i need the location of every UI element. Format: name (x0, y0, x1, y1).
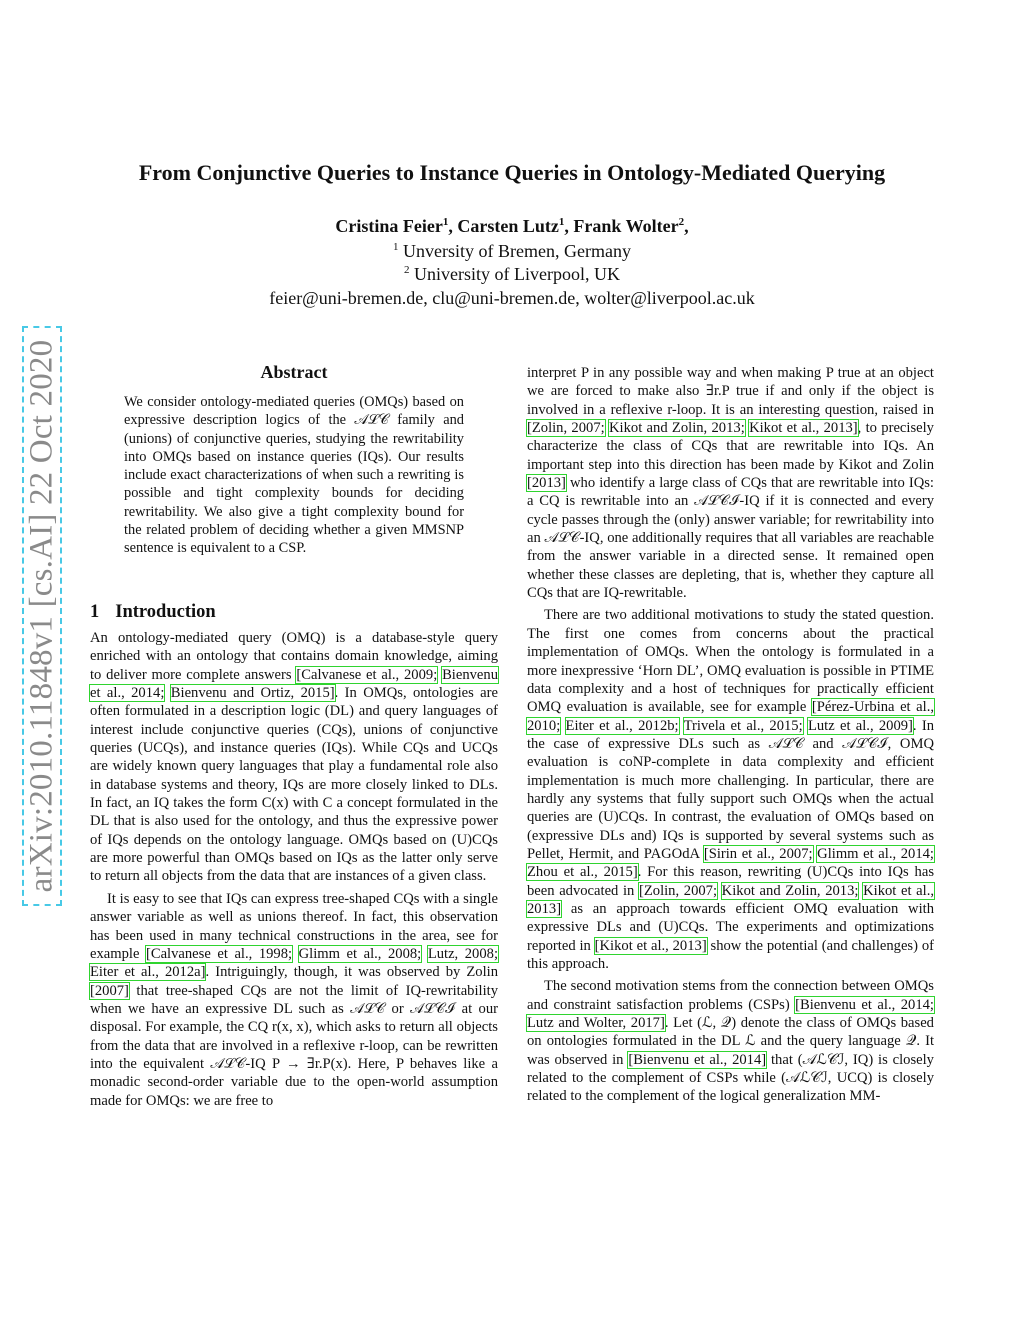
affiliation (0, 264, 1024, 285)
body-text: An ontology-mediated query (OMQ) is a database-style query enriched with an ontology that contains domain knowledge, aiming to deliver more complete answers (90, 630, 498, 683)
author-affil-mark: 1 (558, 216, 565, 228)
citation-link[interactable]: [Bienvenu et al., 2014; (795, 996, 934, 1013)
author-name: Frank Wolter (573, 216, 679, 236)
citation-link[interactable]: Eiter et al., 2012b; (565, 717, 679, 734)
body-paragraph (90, 890, 498, 1110)
body-text: . Let (ℒ, 𝒬) denote the class of OMQs based on ontologies formulated in the DL ℒ and the query language 𝒬. It was observed in (527, 1015, 934, 1068)
body-paragraph (527, 977, 934, 1105)
citation-link[interactable]: Zhou et al., 2015] (527, 864, 638, 881)
body-text: The second motivation stems from the connection between OMQs and constraint satisfaction problems (CSPs) (527, 978, 934, 1013)
body-text: , to precisely characterize the class of CQs that are rewritable into IQs. An important step into this direction has been made by Kikot and Zolin (527, 420, 934, 473)
body-text: . In the case of expressive DLs such as 𝒜ℒ𝒞 and 𝒜ℒ𝒞ℐ, OMQ evaluation is coNP-complete in data complexity and efficient implementation is much more challenging. In particular, there are hardly any systems that fully support such OMQs when the actual queries are (U)CQs. In contrast, the evaluation of OMQs based on (expressive DLs and) IQs is supported by several systems such as Pellet, Hermit, and PAGOdA (527, 717, 934, 862)
paper-title: From Conjunctive Queries to Instance Queries in Ontology-Mediated Querying (138, 160, 886, 185)
arxiv-identifier[interactable]: arXiv:2010.11848v1 [cs.AI] 22 Oct 2020 (23, 339, 60, 893)
affiliation-name: Unversity of Bremen, Germany (403, 241, 631, 261)
abstract-heading: Abstract (260, 362, 328, 382)
citation-link[interactable]: [Pérez-Urbina et al., 2010; (527, 699, 935, 734)
right-column (527, 364, 934, 1106)
citation-link[interactable]: Bienvenu and Ortiz, 2015] (170, 685, 335, 702)
body-text: It is easy to see that IQs can express tree-shaped CQs with a single answer variable as well as unions thereof. In fact, this observation has been used in many technical constructions in the area, see for example (90, 890, 498, 962)
author-affil-mark: 2 (678, 216, 685, 228)
citation-link[interactable]: [Zolin, 2007; (639, 882, 718, 899)
citation-link[interactable]: Kikot and Zolin, 2013; (609, 420, 745, 437)
body-text: There are two additional motivations to study the stated question. The first one comes from concerns about the practical implementation of OMQs. When the ontology is formulated in a more inexpressive ‘Horn DL’, OMQ evaluation is possible in PTIME data complexity and a host of techniques for practically efficient OMQ evaluation is available, see for example (527, 607, 934, 716)
author-name: Carsten Lutz (457, 216, 559, 236)
citation-link[interactable]: [Zolin, 2007; (527, 420, 605, 437)
body-text: . For this reason, rewriting (U)CQs into IQs has been advocated in (527, 864, 934, 899)
citation-link[interactable]: [Sirin et al., 2007; (703, 845, 813, 862)
citation-link[interactable]: Kikot and Zolin, 2013; (721, 882, 859, 899)
citation-link[interactable]: Bienvenu et al., 2014; (90, 666, 498, 702)
body-text: that (𝒜ℒ𝒞ℐ, IQ) is closely related to the complement of CSPs while (𝒜ℒ𝒞ℐ, UCQ) is closely related to the complement of the logical generalization MM- (527, 1051, 934, 1105)
citation-link[interactable]: [2013] (527, 475, 566, 492)
author-emails: feier@uni-bremen.de, clu@uni-bremen.de, wolter@liverpool.ac.uk (269, 288, 755, 308)
section-number: 1 (90, 602, 100, 622)
citation-link[interactable]: Trivela et al., 2015; (683, 717, 803, 734)
affiliation-mark: 2 (404, 264, 410, 276)
citation-link[interactable]: [2007] (90, 982, 129, 999)
body-text: . Intriguingly, though, it was observed by Zolin (205, 964, 498, 981)
citation-link[interactable]: [Bienvenu et al., 2014] (628, 1051, 767, 1068)
abstract-text: We consider ontology-mediated queries (OMQs) based on expressive description logics of the 𝒜ℒ𝒞 family and (unions) of conjunctive queries, studying the rewritability into OMQs based on instance queries (IQs). Our results include exact characterizations of when such a rewriting is possible and tight complexity bounds for deciding rewritability. We also give a tight complexity bound for the related problem of deciding whether a given MMSNP sentence is equivalent to a CSP. (124, 394, 464, 557)
citation-link[interactable]: Lutz et al., 2009] (807, 717, 913, 734)
section-title: Introduction (115, 602, 216, 622)
left-column (90, 629, 498, 1110)
arxiv-stamp[interactable] (22, 326, 62, 906)
citation-link[interactable]: Kikot et al., 2013] (749, 420, 858, 437)
affiliation-name: University of Liverpool, UK (414, 264, 620, 284)
affiliation-mark: 1 (393, 241, 399, 253)
citation-link[interactable]: Lutz and Wolter, 2017] (527, 1015, 665, 1032)
affiliation (0, 241, 1024, 262)
author-affil-mark: 1 (442, 216, 449, 228)
body-paragraph (527, 364, 934, 602)
body-text: who identify a large class of CQs that are rewritable into IQs: a CQ is rewritable into an 𝒜ℒ𝒞ℐ-IQ if it is connected and every cycle passes through the (only) answer variable; for rewritability into an 𝒜ℒ𝒞-IQ, one additionally requires that all variables are reachable from the answer variable in a directed sense. It remained open whether these classes are depleting, that is, whether they capture all CQs that are IQ-rewritable. (527, 475, 934, 602)
body-text: . In OMQs, ontologies are often formulated in a description logic (DL) and query languages of interest include conjunctive queries (CQs), unions of conjunctive queries (UCQs), and instance queries (IQs). While CQs and UCQs are widely known query languages that play a fundamental role also in database systems and theory, IQs are more closely linked to DLs. In fact, an IQ takes the form C(x) with C a concept formulated in the DL that is also used for the ontology, and thus the expressive power of IQs depends on the ontology language. OMQs based on (U)CQs are more powerful than OMQs based on IQs as the latter only serve to return all objects from the data that are instances of a given class. (90, 685, 498, 885)
citation-link[interactable]: Kikot et al., 2013] (527, 882, 934, 917)
citation-link[interactable]: [Calvanese et al., 2009; (296, 666, 438, 683)
citation-link[interactable]: Glimm et al., 2014; (817, 845, 934, 862)
section-heading (90, 602, 216, 623)
citation-link[interactable]: [Kikot et al., 2013] (594, 937, 707, 954)
body-text: show the potential (and challenges) of this approach. (527, 937, 934, 972)
citation-link[interactable]: Lutz, 2008; (427, 945, 498, 962)
author-name: Cristina Feier (335, 216, 443, 236)
body-text: that tree-shaped CQs are not the limit of IQ-rewritability when we have an expressive DL such as 𝒜ℒ𝒞 or 𝒜ℒ𝒞ℐ at our disposal. For example, the CQ r(x, x), which asks to return all objects from the data that are involved in a reflexive r-loop, can be rewritten into the equivalent 𝒜ℒ𝒞-IQ P → ∃r.P(x). Here, P behaves like a monadic second-order variable due to the open-world assumption made for OMQs: we are free to (90, 982, 498, 1109)
body-text: as an approach towards efficient OMQ evaluation with expressive DLs and (U)CQs. The experiments and optimizations reported in (527, 900, 934, 954)
body-paragraph (90, 629, 498, 886)
body-paragraph (527, 606, 934, 973)
body-text: interpret P in any possible way and when making P true at an object we are forced to make also ∃r.P true if and only if the object is involved in a reflexive r-loop. It is an interesting question, raised in (527, 365, 934, 418)
citation-link[interactable]: Glimm et al., 2008; (298, 945, 422, 962)
author-list: Cristina Feier$^1$, Carsten Lutz$^1$, Frank Wolter$^2$, (335, 216, 689, 236)
citation-link[interactable]: [Calvanese et al., 1998; (145, 945, 293, 962)
citation-link[interactable]: Eiter et al., 2012a] (90, 964, 206, 981)
